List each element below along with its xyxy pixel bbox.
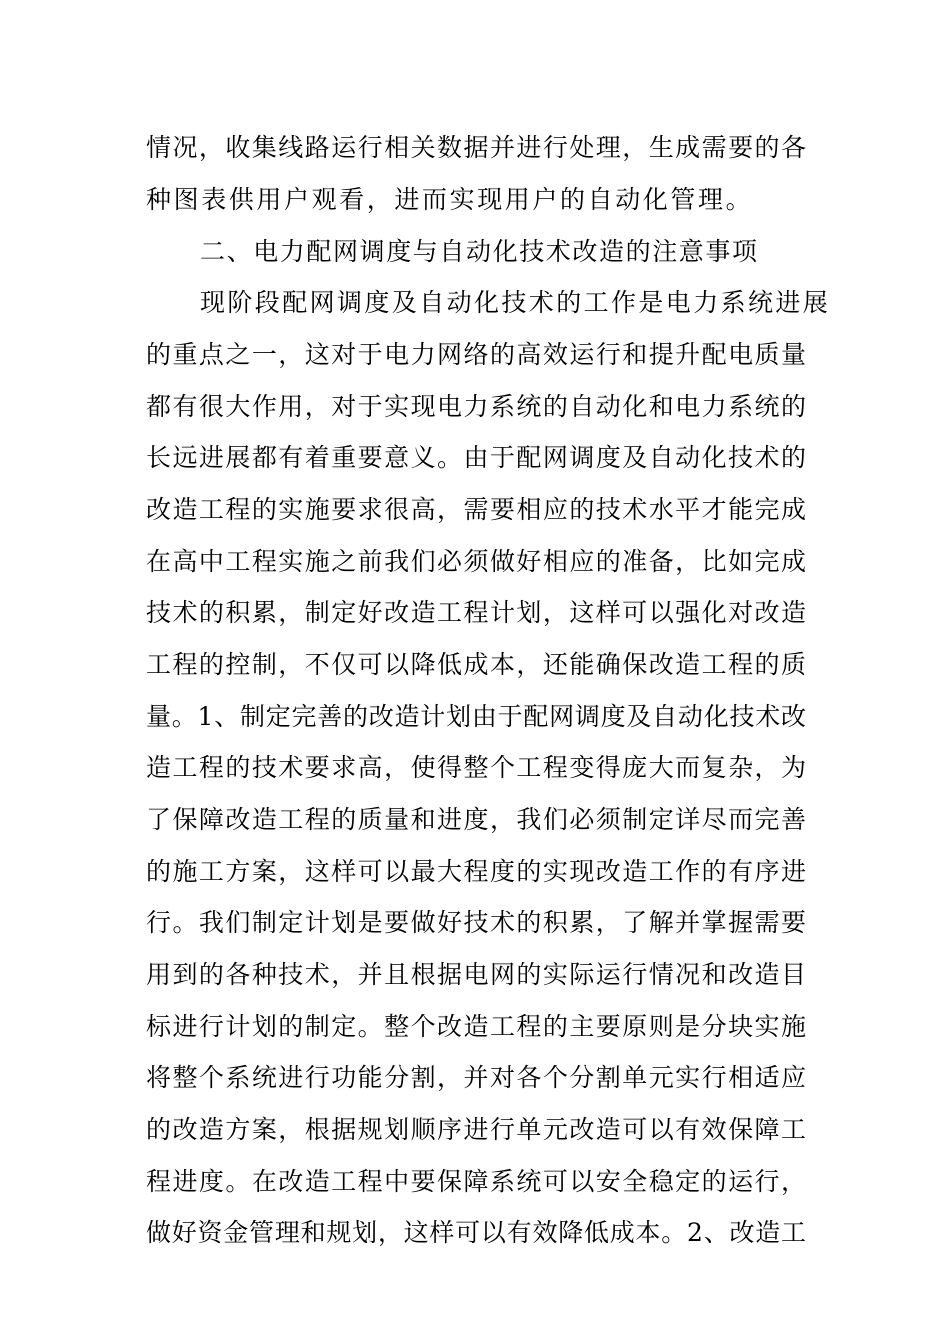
- paragraph-line: 种图表供用户观看，进而实现用户的自动化管理。: [146, 185, 754, 214]
- paragraph-line: 将整个系统进行功能分割，并对各个分割单元实行相适应: [146, 1063, 806, 1092]
- section-heading: 二、电力配网调度与自动化技术改造的注意事项: [200, 237, 759, 266]
- paragraph-line: 的改造方案，根据规划顺序进行单元改造可以有效保障工: [146, 1115, 806, 1144]
- paragraph-line: 现阶段配网调度及自动化技术的工作是电力系统进展: [200, 288, 831, 317]
- paragraph-line: 行。我们制定计划是要做好技术的积累，了解并掌握需要: [146, 908, 806, 937]
- paragraph-line: 技术的积累，制定好改造工程计划，这样可以强化对改造: [146, 598, 806, 627]
- paragraph-line: 造工程的技术要求高，使得整个工程变得庞大而复杂，为: [146, 753, 806, 782]
- paragraph-line: 在高中工程实施之前我们必须做好相应的准备，比如完成: [146, 547, 806, 576]
- paragraph-line: 改造工程的实施要求很高，需要相应的技术水平才能完成: [146, 495, 806, 524]
- paragraph-line: 用到的各种技术，并且根据电网的实际运行情况和改造目: [146, 960, 806, 989]
- paragraph-line: 都有很大作用，对于实现电力系统的自动化和电力系统的: [146, 392, 806, 421]
- paragraph-line: 情况，收集线路运行相关数据并进行处理，生成需要的各: [146, 133, 806, 162]
- paragraph-line: 的重点之一，这对于电力网络的高效运行和提升配电质量: [146, 340, 806, 369]
- paragraph-line: 工程的控制，不仅可以降低成本，还能确保改造工程的质: [146, 650, 806, 679]
- paragraph-line: 了保障改造工程的质量和进度，我们必须制定详尽而完善: [146, 805, 806, 834]
- paragraph-line: 做好资金管理和规划，这样可以有效降低成本。2、改造工: [146, 1218, 806, 1247]
- paragraph-line: 标进行计划的制定。整个改造工程的主要原则是分块实施: [146, 1012, 806, 1041]
- paragraph-line: 程进度。在改造工程中要保障系统可以安全稳定的运行，: [146, 1167, 806, 1196]
- paragraph-line: 量。1、制定完善的改造计划由于配网调度及自动化技术改: [146, 702, 806, 731]
- paragraph-line: 长远进展都有着重要意义。由于配网调度及自动化技术的: [146, 443, 806, 472]
- paragraph-line: 的施工方案，这样可以最大程度的实现改造工作的有序进: [146, 857, 806, 886]
